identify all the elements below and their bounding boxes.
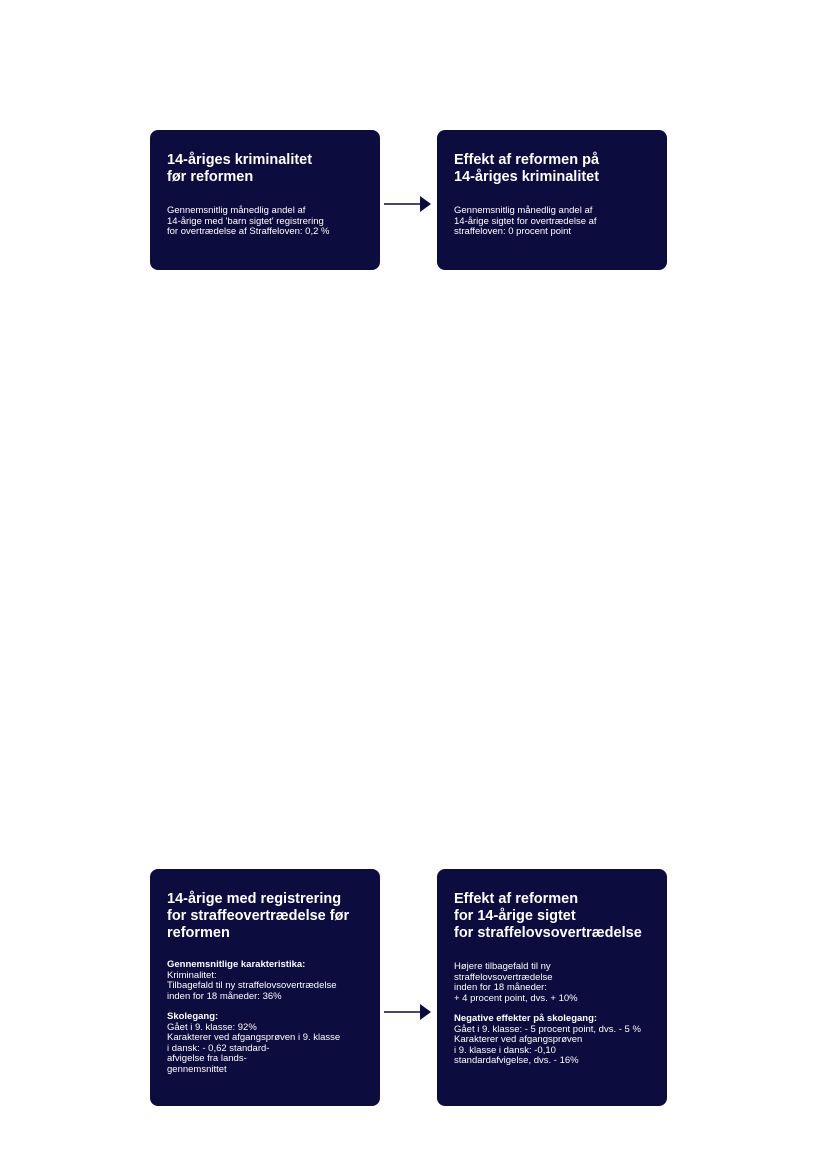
- section-heading-characteristics: Gennemsnitlige karakteristika:: [167, 959, 306, 970]
- box-reform-effect-crime: [437, 130, 667, 270]
- box-body: Gennemsnitlig månedlig andel af 14-årige med 'barn sigtet' registrering for overtrædelse af Straffeloven: 0,2 %: [167, 205, 330, 237]
- box-title: 14-åriges kriminalitet før reformen: [167, 152, 313, 185]
- section-heading-negative-effects: Negative effekter på skolegang:: [454, 1013, 598, 1024]
- section-body-crime: Kriminalitet: Tilbagefald til ny straffelovsovertrædelse inden for 18 måneder: 36%: [167, 969, 337, 1002]
- section-heading-schooling: Skolegang:: [167, 1011, 219, 1022]
- section-body-negative-effects: Gået i 9. klasse: - 5 procent point, dvs. - 5 % Karakterer ved afgangsprøven i 9. klasse i dansk: -0,10 standardafvigelse, dvs. - 16%: [454, 1023, 641, 1066]
- box-registered-before-reform: [150, 869, 380, 1106]
- box-crime-before-reform: [150, 130, 380, 270]
- right-arrow-icon: [384, 1001, 432, 1023]
- box-reform-effect-charged: [437, 869, 667, 1106]
- section-body-schooling: Gået i 9. klasse: 92% Karakterer ved afgangsprøven i 9. klasse i dansk: - 0,62 standard- afvigelse fra lands- gennemsnittet: [167, 1021, 341, 1075]
- box-body: Gennemsnitlig månedlig andel af 14-årige sigtet for overtrædelse af straffeloven: 0 procent point: [454, 205, 597, 237]
- box-title: Effekt af reformen på 14-åriges kriminalitet: [454, 152, 600, 185]
- box-title: Effekt af reformen for 14-årige sigtet for straffelovsovertrædelse: [454, 891, 642, 941]
- box-title: 14-årige med registrering for straffeovertrædelse før reformen: [167, 891, 350, 941]
- right-arrow-icon: [384, 193, 432, 215]
- section-body-recidivism: Højere tilbagefald til ny straffelovsovertrædelse inden for 18 måneder: + 4 procent point, dvs. + 10%: [454, 961, 578, 1004]
